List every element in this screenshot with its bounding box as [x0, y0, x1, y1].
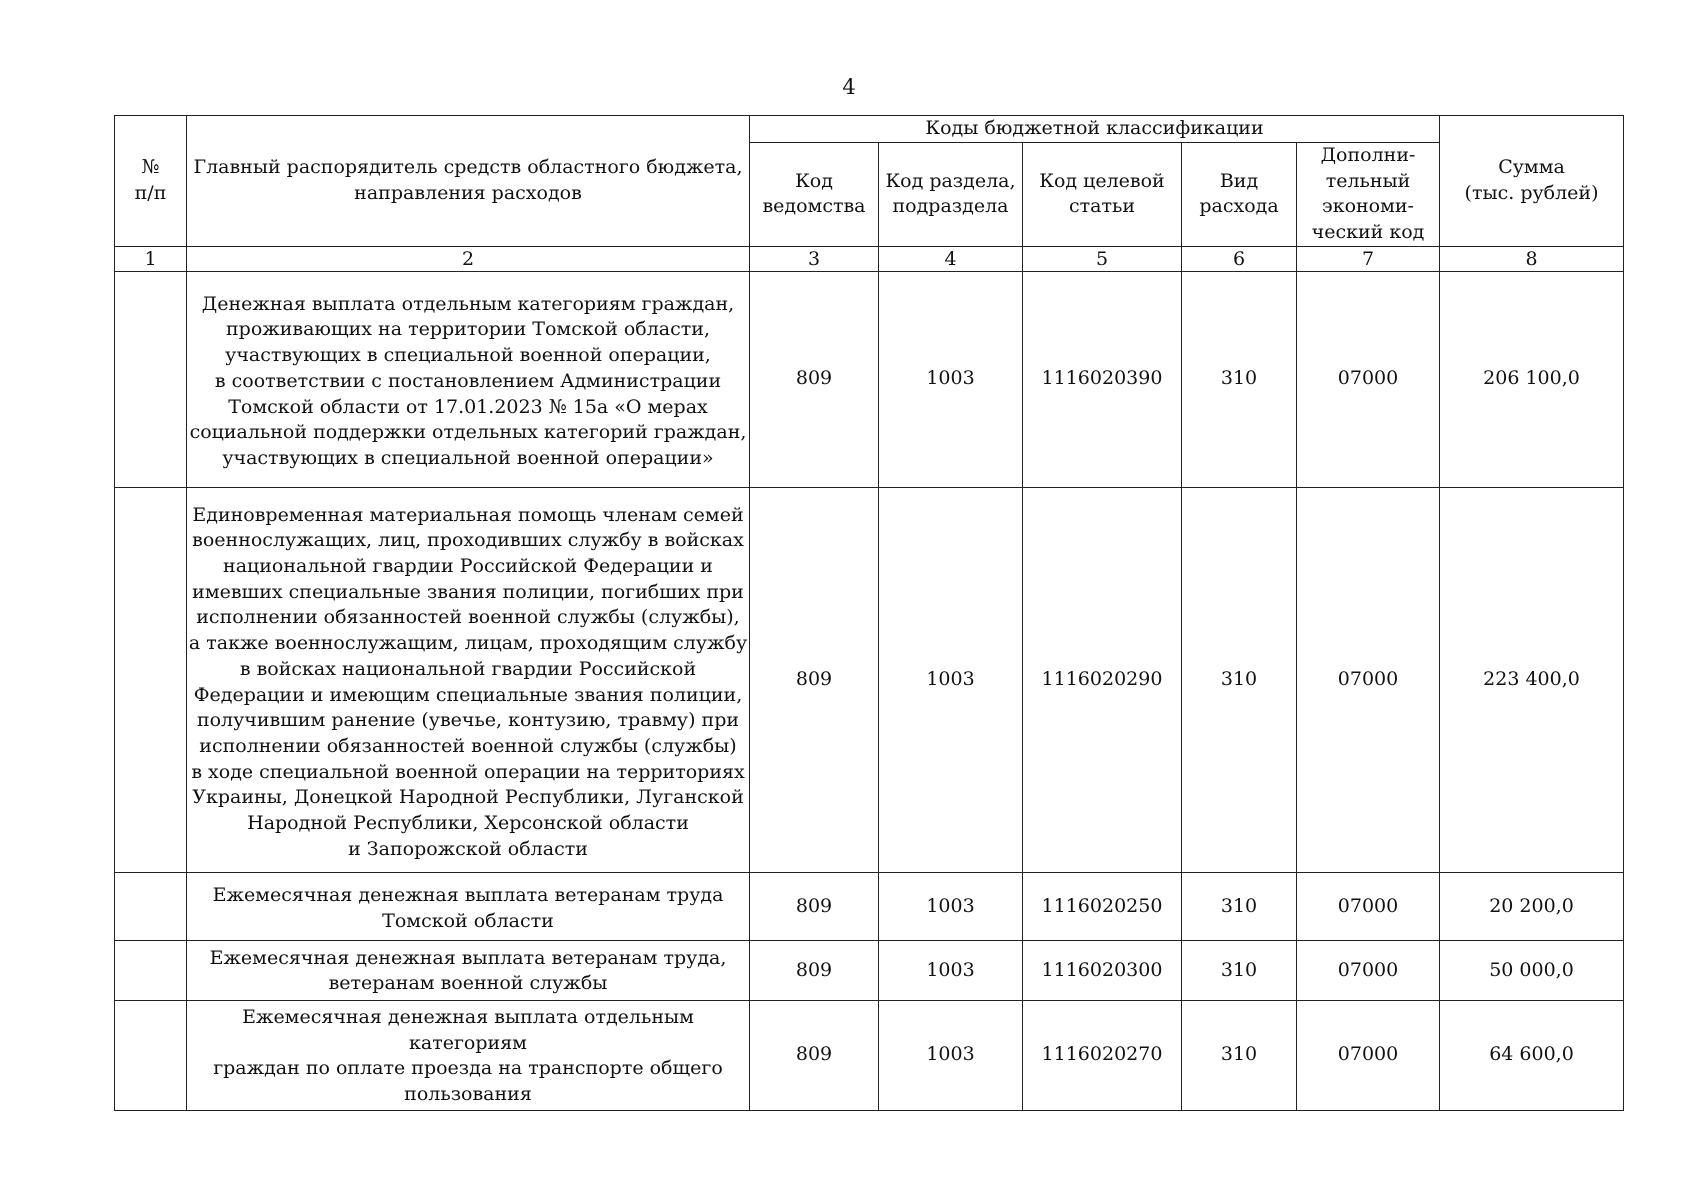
row-section-code: 1003 [879, 487, 1023, 873]
row-target-code: 1116020270 [1023, 1000, 1182, 1110]
header-col-num: № п/п [115, 116, 187, 247]
row-sum: 223 400,0 [1440, 487, 1624, 873]
row-extra-code: 07000 [1297, 873, 1440, 940]
row-dept-code: 809 [750, 873, 879, 940]
row-sum: 20 200,0 [1440, 873, 1624, 940]
header-col-desc: Главный распорядитель средств областного бюджета, направления расходов [187, 116, 750, 247]
row-dept-code: 809 [750, 271, 879, 487]
row-num [115, 487, 187, 873]
row-num [115, 271, 187, 487]
row-target-code: 1116020290 [1023, 487, 1182, 873]
header-col-section: Код раздела, подраздела [879, 142, 1023, 246]
header-col-target: Код целевой статьи [1023, 142, 1182, 246]
header-group-codes: Коды бюджетной классификации [750, 116, 1440, 143]
row-expense-type: 310 [1182, 487, 1297, 873]
row-description: Денежная выплата отдельным категориям граждан, проживающих на территории Томской области, участвующих в специальной военной операции, в соответствии с постановлением Администрации Томской области от 17.01.2023 № 15а «О мерах социальной поддержки отдельных категорий граждан, участвующих в специальной военной операции» [187, 271, 750, 487]
row-extra-code: 07000 [1297, 271, 1440, 487]
row-target-code: 1116020390 [1023, 271, 1182, 487]
table-row [115, 873, 1624, 940]
row-num [115, 940, 187, 1000]
row-sum: 50 000,0 [1440, 940, 1624, 1000]
header-col-dept: Код ведомства [750, 142, 879, 246]
column-number-row [115, 246, 1624, 271]
row-target-code: 1116020300 [1023, 940, 1182, 1000]
header-col-type: Вид расхода [1182, 142, 1297, 246]
row-section-code: 1003 [879, 271, 1023, 487]
row-sum: 206 100,0 [1440, 271, 1624, 487]
row-dept-code: 809 [750, 487, 879, 873]
row-num [115, 1000, 187, 1110]
header-col-extra: Дополни- тельный экономи- ческий код [1297, 142, 1440, 246]
row-expense-type: 310 [1182, 271, 1297, 487]
table-row [115, 940, 1624, 1000]
row-sum: 64 600,0 [1440, 1000, 1624, 1110]
row-description: Единовременная материальная помощь членам семей военнослужащих, лиц, проходивших службу в войсках национальной гвардии Российской Федерации и имевших специальные звания полиции, погибших при исполнении обязанностей военной службы (службы), а также военнослужащим, лицам, проходящим службу в войсках национальной гвардии Российской Федерации и имеющим специальные звания полиции, получившим ранение (увечье, контузию, травму) при исполнении обязанностей военной службы (службы) в ходе специальной военной операции на территориях Украины, Донецкой Народной Республики, Луганской Народной Республики, Херсонской области и Запорожской области [187, 487, 750, 873]
row-dept-code: 809 [750, 940, 879, 1000]
row-extra-code: 07000 [1297, 487, 1440, 873]
header-col-sum: Сумма (тыс. рублей) [1440, 116, 1624, 247]
table-row [115, 1000, 1624, 1110]
row-section-code: 1003 [879, 1000, 1023, 1110]
row-target-code: 1116020250 [1023, 873, 1182, 940]
table-row [115, 271, 1624, 487]
row-dept-code: 809 [750, 1000, 879, 1110]
column-number: 6 [1182, 246, 1297, 271]
row-extra-code: 07000 [1297, 1000, 1440, 1110]
row-section-code: 1003 [879, 940, 1023, 1000]
column-number: 7 [1297, 246, 1440, 271]
row-num [115, 873, 187, 940]
row-section-code: 1003 [879, 873, 1023, 940]
row-extra-code: 07000 [1297, 940, 1440, 1000]
page-number: 4 [842, 75, 856, 99]
row-expense-type: 310 [1182, 940, 1297, 1000]
row-description: Ежемесячная денежная выплата ветеранам труда, ветеранам военной службы [187, 940, 750, 1000]
row-expense-type: 310 [1182, 1000, 1297, 1110]
column-number: 1 [115, 246, 187, 271]
budget-table [114, 115, 1624, 1111]
header-row [115, 116, 1624, 143]
row-description: Ежемесячная денежная выплата отдельным категориям граждан по оплате проезда на транспорте общего пользования [187, 1000, 750, 1110]
row-description: Ежемесячная денежная выплата ветеранам труда Томской области [187, 873, 750, 940]
column-number: 8 [1440, 246, 1624, 271]
column-number: 3 [750, 246, 879, 271]
column-number: 2 [187, 246, 750, 271]
row-expense-type: 310 [1182, 873, 1297, 940]
column-number: 4 [879, 246, 1023, 271]
table-row [115, 487, 1624, 873]
column-number: 5 [1023, 246, 1182, 271]
